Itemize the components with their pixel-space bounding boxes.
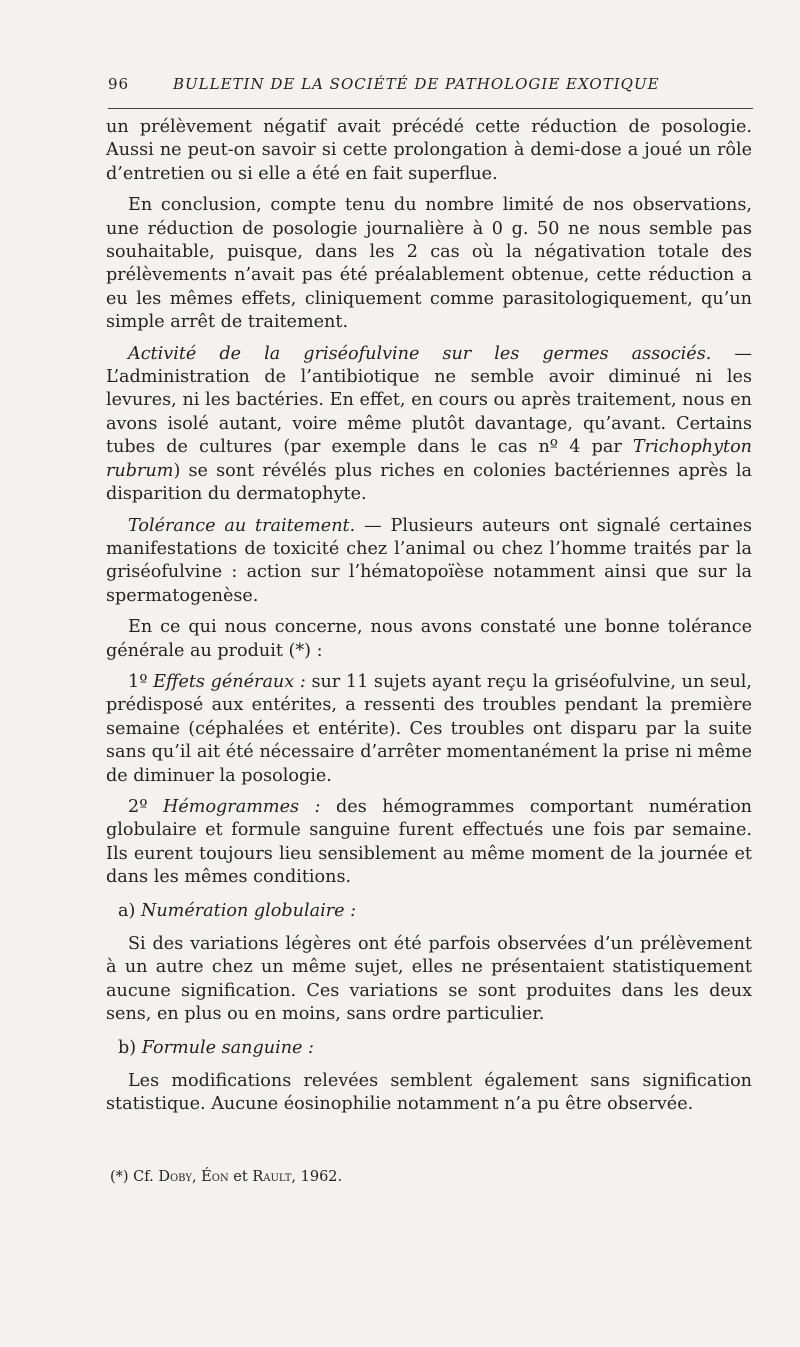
paragraph-formule: Les modifications relevées semblent également sans signification statistique. Aucune éosinophilie notamment n’a pu être observée. <box>106 1071 752 1115</box>
page-number: 96 <box>108 75 130 93</box>
paragraph-conclusion: En conclusion, compte tenu du nombre limité de nos observations, une réduction de posologie journalière à 0 g. 50 ne nous semble pas souhaitable, puisque, dans les 2 cas où la négativation totale des prélèvements n’avait pas été préalablement obtenue, cette réduction a eu les mêmes effets, cliniquement comme parasitologiquement, qu’un simple arrêt de traitement. <box>106 195 752 333</box>
subheading-numeration <box>106 900 752 923</box>
subheading-formule <box>106 1037 752 1060</box>
sub-label: a) <box>118 900 141 921</box>
section-heading-germes: Activité de la griséofulvine sur les germes associés. <box>128 343 712 364</box>
paragraph-bonne-tolerance: En ce qui nous concerne, nous avons constaté une bonne tolérance générale au produit (*) : <box>106 617 752 661</box>
paragraph-effets-generaux <box>106 671 752 788</box>
item-heading-effets: Effets généraux : <box>153 671 306 692</box>
header-rule <box>108 108 753 109</box>
running-title: BULLETIN DE LA SOCIÉTÉ DE PATHOLOGIE EXOTIQUE <box>173 75 660 93</box>
section-heading-tolerance: Tolérance au traitement. <box>128 515 356 536</box>
paragraph-numeration: Si des variations légères ont été parfois observées d’un prélèvement à un autre chez un même sujet, elles ne présentaient statistiquement aucune signification. Ces variations se sont produites dans les deux sens, en plus ou en moins, sans ordre particulier. <box>106 934 752 1025</box>
footnote-marker: (*) Cf. <box>110 1169 159 1185</box>
footnote-author3: Rault <box>252 1169 292 1185</box>
paragraph-text: des hémogrammes comportant numération globulaire et formule sanguine furent effectués une fois par semaine. Ils eurent toujours lieu sensiblement au même moment de la journée et dans les mêmes conditions. <box>106 796 752 888</box>
paragraph-continuation: un prélèvement négatif avait précédé cette réduction de posologie. Aussi ne peut-on savoir si cette prolongation à demi-dose a joué un rôle d’entretien ou si elle a été en fait superflue. <box>106 117 752 184</box>
footnote-authors: Doby, Éon <box>158 1169 229 1185</box>
paragraph-text: ) se sont révélés plus riches en colonies bactériennes après la disparition du dermatophyte. <box>106 460 752 505</box>
paragraph-text: — Plusieurs auteurs ont signalé certaines manifestations de toxicité chez l’animal ou chez l’homme traités par la griséofulvine : action sur l’hématopoïèse notamment ainsi que sur la spermatogenèse. <box>106 515 752 606</box>
body-text <box>106 116 752 1125</box>
item-heading-hemogrammes: Hémogrammes : <box>163 796 321 817</box>
sub-label: b) <box>118 1037 142 1058</box>
paragraph-tolerance <box>106 515 752 609</box>
item-number: 2º <box>128 796 164 817</box>
species-name: Trichophyton rubrum <box>106 437 752 481</box>
sub-heading-text: Numération globulaire : <box>140 900 357 921</box>
paragraph-text: — L’administration de l’antibiotique ne semble avoir diminué ni les levures, ni les bactéries. En effet, en cours ou après traitement, nous en avons isolé autant, voire même plutôt davantage, qu’avant. Certains tubes de cultures (par exemple dans le cas nº 4 par <box>106 343 752 458</box>
footnote <box>110 1167 750 1187</box>
paragraph-text: sur 11 sujets ayant reçu la griséofulvine, un seul, prédisposé aux entérites, a ressenti des troubles pendant la première semaine (céphalées et entérite). Ces troubles ont disparu par la suite sans qu’il ait été nécessaire d’arrêter momentanément la prise ni même de diminuer la posologie. <box>106 671 752 786</box>
footnote-conj: et <box>228 1169 253 1185</box>
item-number: 1º <box>128 671 154 692</box>
sub-heading-text: Formule sanguine : <box>141 1037 314 1058</box>
paragraph-germes-associes <box>106 343 752 507</box>
paragraph-hemogrammes <box>106 796 752 890</box>
footnote-year: , 1962. <box>291 1169 343 1185</box>
